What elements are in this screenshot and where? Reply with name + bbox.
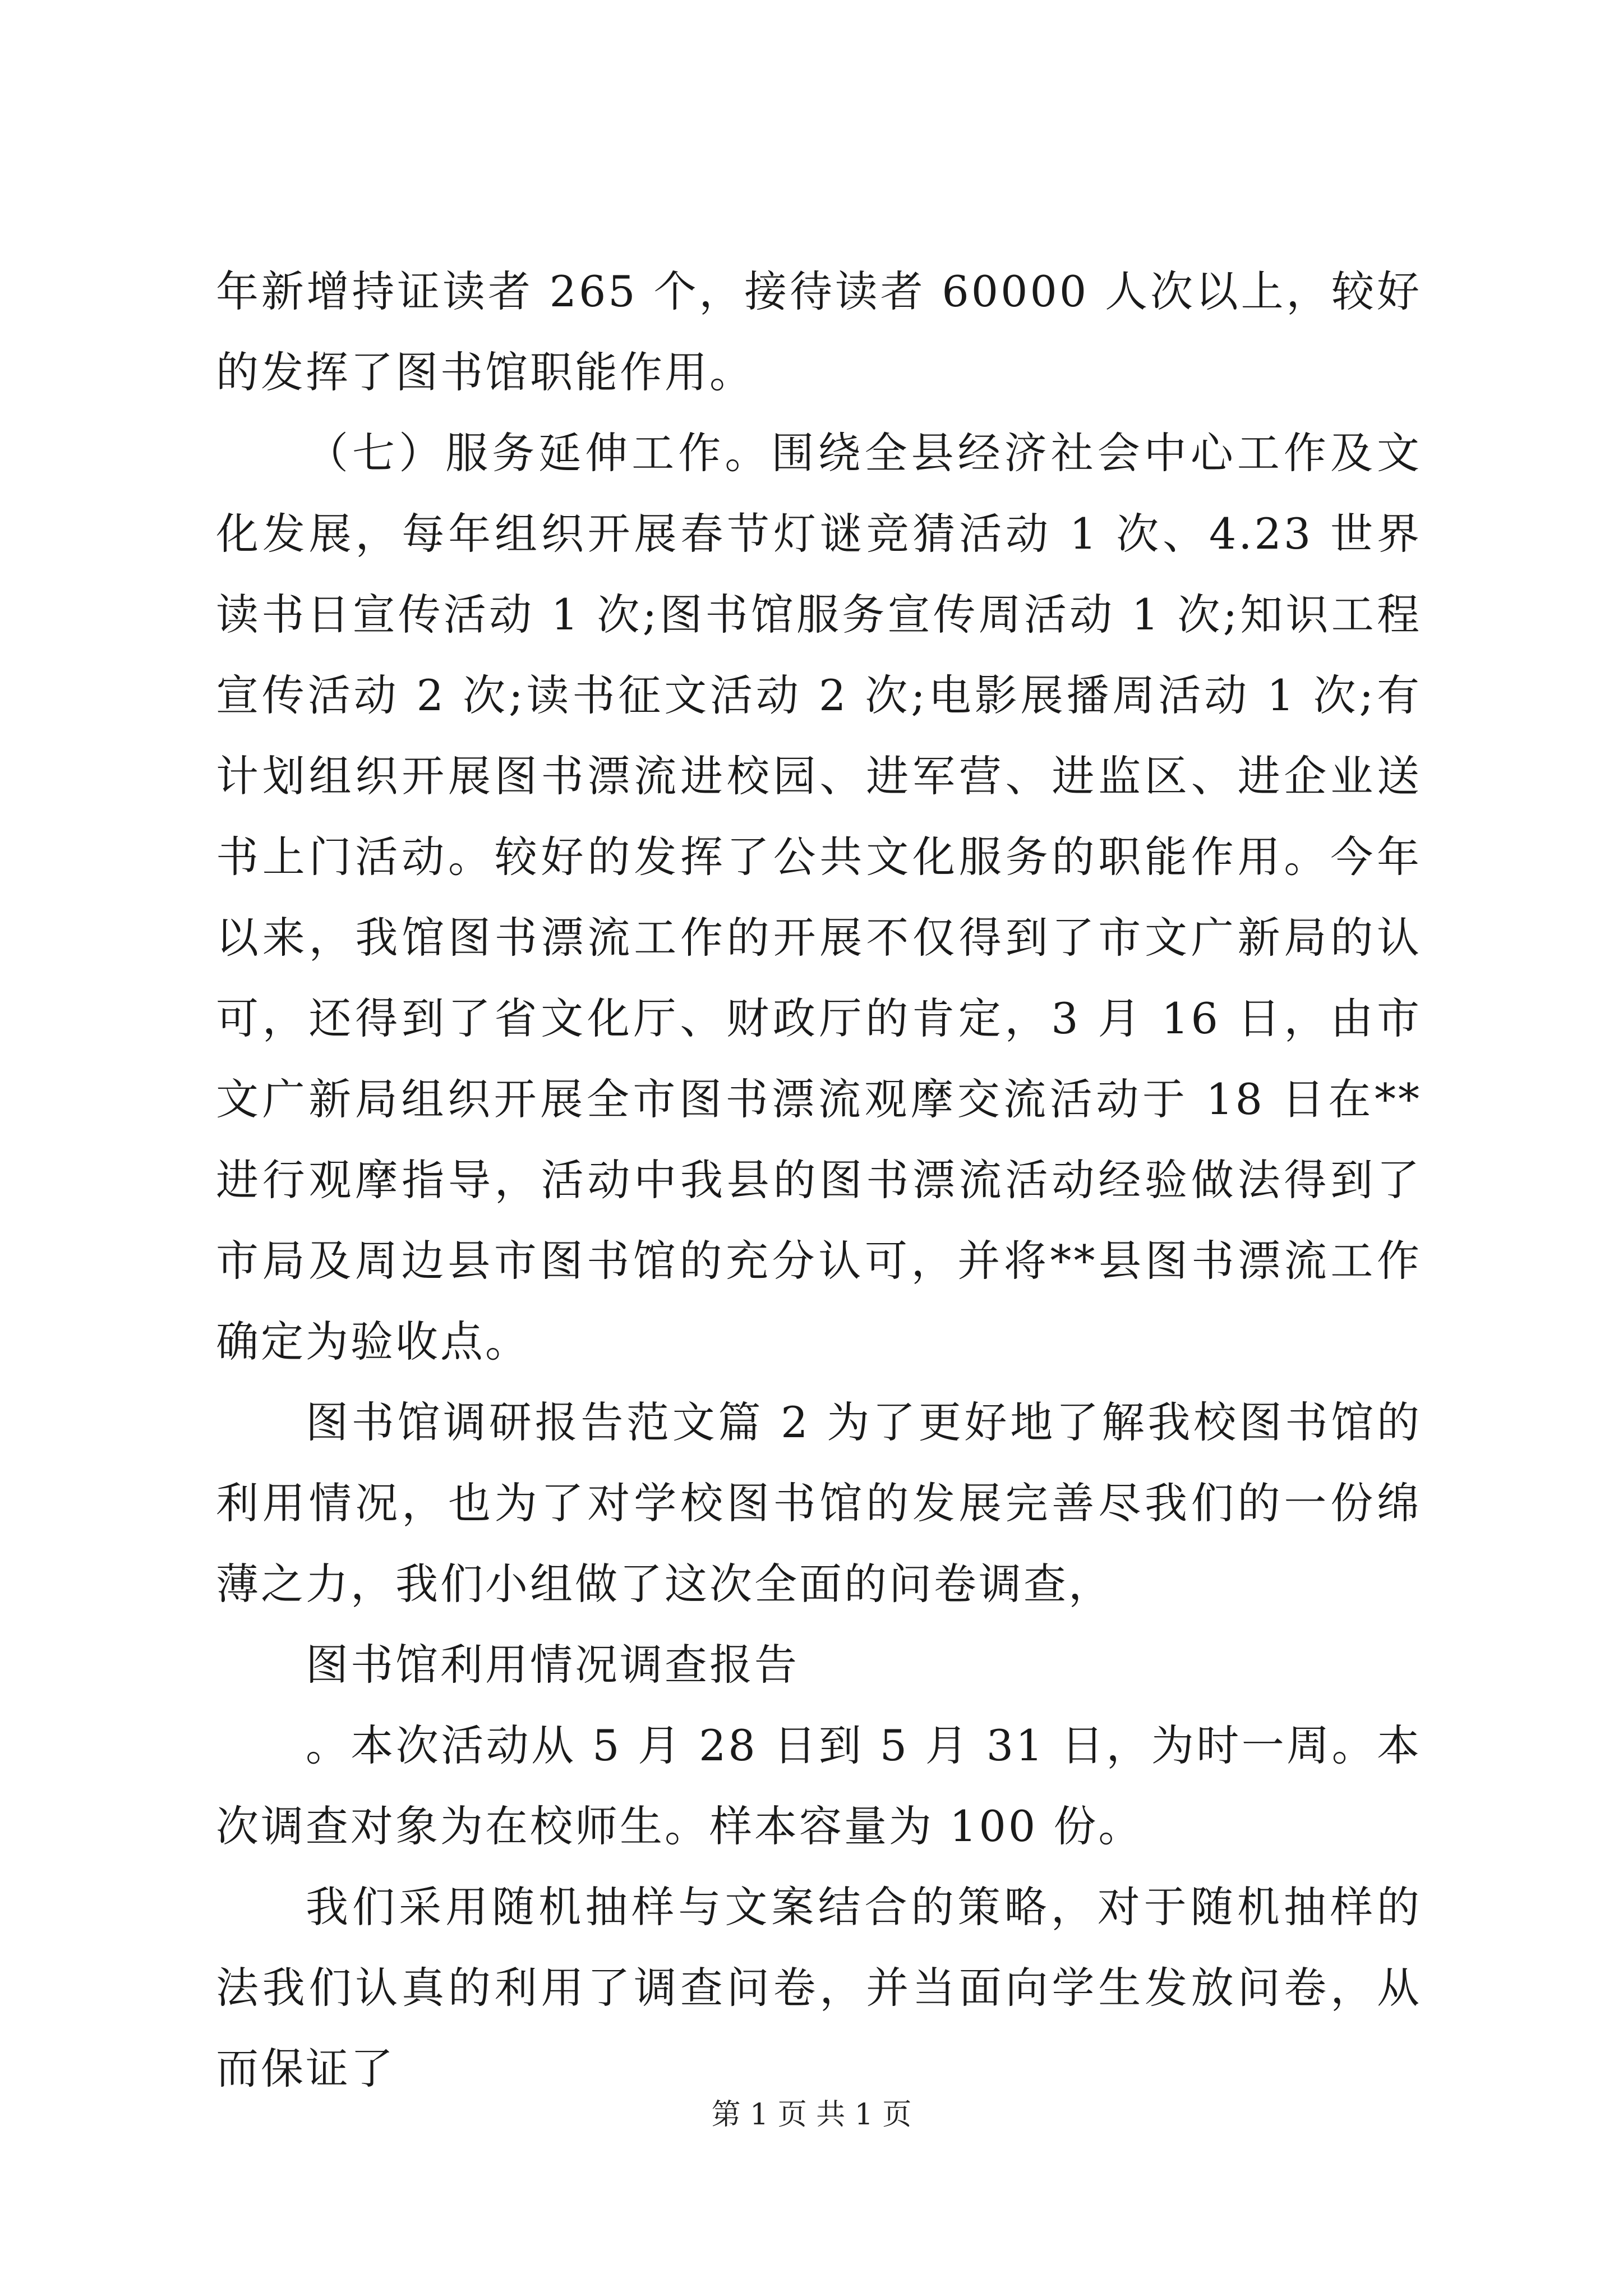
paragraph-3: 图书馆调研报告范文篇 2 为了更好地了解我校图书馆的利用情况，也为了对学校图书馆的发展完善尽我们的一份绵薄之力，我们小组做了这次全面的问卷调查， bbox=[216, 1397, 1422, 1609]
paragraph-4: 图书馆利用情况调查报告 bbox=[306, 1640, 799, 1690]
page-footer: 第 1 页 共 1 页 bbox=[711, 2098, 912, 2132]
paragraph-1: 年新增持证读者 265 个，接待读者 60000 人次以上，较好的发挥了图书馆职能作用。 bbox=[216, 266, 1422, 397]
paragraph-2: （七）服务延伸工作。围绕全县经济社会中心工作及文化发展，每年组织开展春节灯谜竞猜活动 1 次、4.23 世界读书日宣传活动 1 次;图书馆服务宣传周活动 1 次;知识工程宣传活动 2 次;读书征文活动 2 次;电影展播周活动 1 次;有计划组织开展图书漂流进校园、进军营、进监区、进企业送书上门活动。较好的发挥了公共文化服务的职能作用。今年以来，我馆图书漂流工作的开展不仅得到了市文广新局的认可，还得到了省文化厅、财政厅的肯定，3 月 16 日，由市文广新局组织开展全市图书漂流观摩交流活动于 18 日在**进行观摩指导，活动中我县的图书漂流活动经验做法得到了市局及周边县市图书馆的充分认可，并将**县图书漂流工作确定为验收点。 bbox=[216, 428, 1422, 1366]
paragraph-6: 我们采用随机抽样与文案结合的策略，对于随机抽样的法我们认真的利用了调查问卷，并当面向学生发放问卷，从而保证了 bbox=[216, 1882, 1422, 2093]
document-body bbox=[216, 251, 1422, 2109]
paragraph-5: 。本次活动从 5 月 28 日到 5 月 31 日，为时一周。本次调查对象为在校师生。样本容量为 100 份。 bbox=[216, 1720, 1422, 1851]
